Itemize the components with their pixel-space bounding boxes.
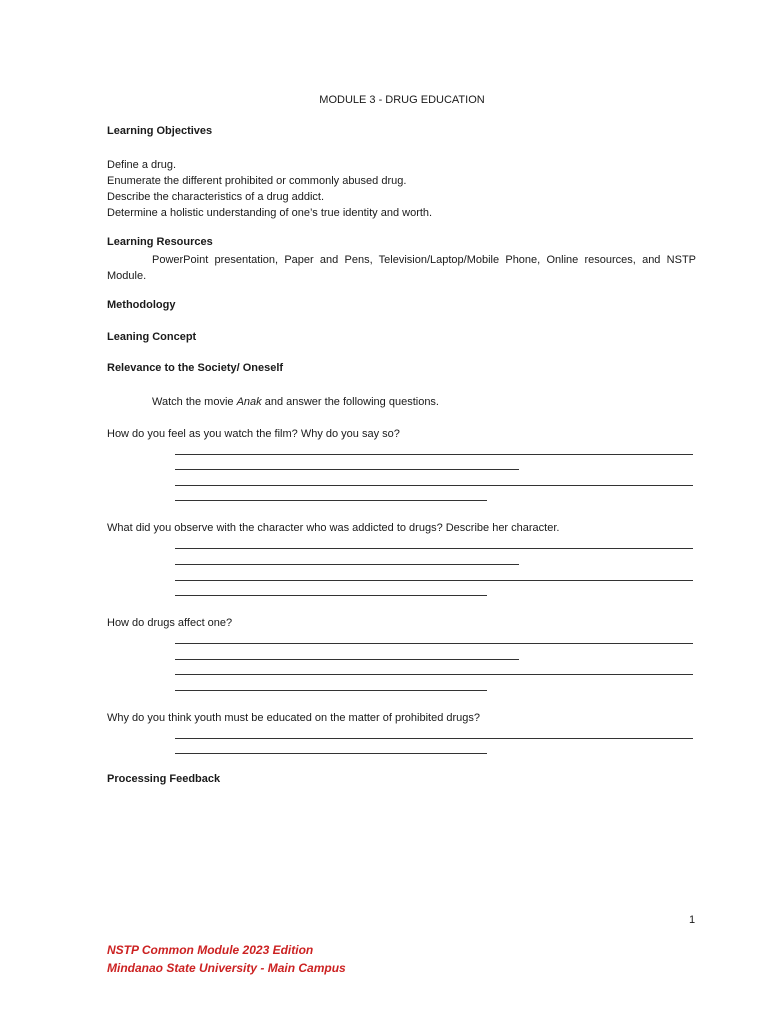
leaning-concept-heading: Leaning Concept: [107, 331, 197, 343]
question-2: What did you observe with the character who was addicted to drugs? Describe her character.: [107, 522, 560, 534]
answer-line[interactable]: [175, 469, 519, 470]
processing-feedback-heading: Processing Feedback: [107, 773, 221, 785]
footer-edition: NSTP Common Module 2023 Edition: [107, 943, 314, 957]
relevance-heading: Relevance to the Society/ Oneself: [107, 362, 284, 374]
page-number: 1: [689, 914, 696, 926]
question-1: How do you feel as you watch the film? Why do you say so?: [107, 428, 400, 440]
intro-text: Watch the movie: [152, 396, 237, 408]
answer-line[interactable]: [175, 753, 487, 754]
movie-title: Anak: [236, 396, 262, 408]
answer-line[interactable]: [175, 485, 693, 486]
objective-item: Enumerate the different prohibited or commonly abused drug.: [107, 175, 407, 187]
learning-resources-text: PowerPoint presentation, Paper and Pens, Television/Laptop/Mobile Phone, Online resources, and NSTP Module.: [107, 254, 696, 282]
answer-line[interactable]: [175, 738, 693, 739]
learning-objectives-heading: Learning Objectives: [107, 125, 213, 137]
module-title: MODULE 3 - DRUG EDUCATION: [319, 94, 485, 106]
answer-line[interactable]: [175, 500, 487, 501]
methodology-heading: Methodology: [107, 299, 176, 311]
answer-line[interactable]: [175, 580, 693, 581]
question-4: Why do you think youth must be educated on the matter of prohibited drugs?: [107, 712, 481, 724]
answer-line[interactable]: [175, 548, 693, 549]
answer-line[interactable]: [175, 564, 519, 565]
intro-text: and answer the following questions.: [261, 396, 439, 408]
answer-line[interactable]: [175, 643, 693, 644]
learning-resources-heading: Learning Resources: [107, 236, 213, 248]
objective-item: Determine a holistic understanding of one’s true identity and worth.: [107, 207, 433, 219]
answer-line[interactable]: [175, 674, 693, 675]
answer-line[interactable]: [175, 659, 519, 660]
objective-item: Describe the characteristics of a drug addict.: [107, 191, 325, 203]
answer-line[interactable]: [175, 595, 487, 596]
relevance-intro: [152, 394, 439, 410]
footer-campus: Mindanao State University - Main Campus: [107, 961, 346, 975]
objective-item: Define a drug.: [107, 159, 177, 171]
question-3: How do drugs affect one?: [107, 617, 233, 629]
answer-line[interactable]: [175, 454, 693, 455]
answer-line[interactable]: [175, 690, 487, 691]
